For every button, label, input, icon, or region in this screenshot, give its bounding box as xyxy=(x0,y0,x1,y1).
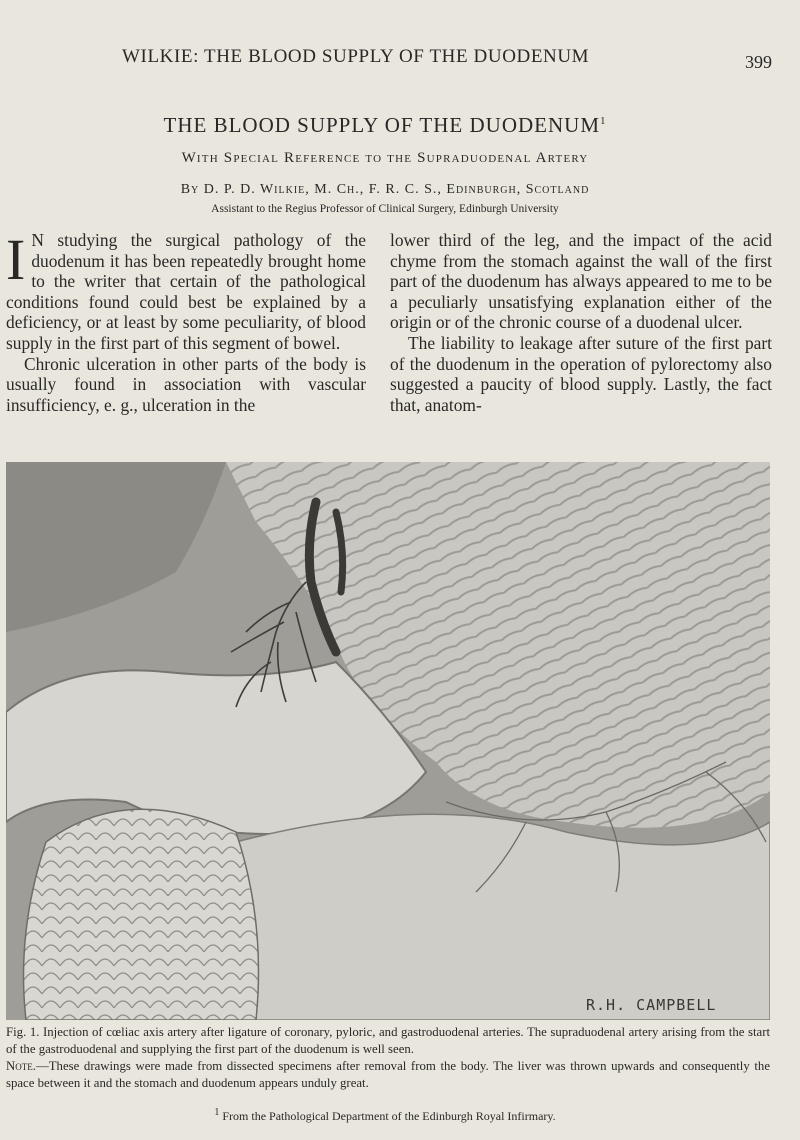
footnote xyxy=(0,1107,770,1124)
caption-text: Injection of cœliac axis artery after ligature of coronary, pyloric, and gastroduodenal arteries. The supraduodenal artery arising from the start of the gastroduodenal and supplying the first part of the duodenum is well seen. xyxy=(6,1025,771,1056)
paragraph-text: N studying the surgical pathology of the duodenum it has been repeatedly brought home to the writer that certain of the pathological conditions found could best be explained by a deficiency, or at least by some peculiarity, of blood supply in the first part of this segment of bowel. xyxy=(6,230,366,353)
page-number: 399 xyxy=(745,52,772,72)
note-text: —These drawings were made from dissected specimens after removal from the body. The liver was thrown upwards and consequently the space between it and the stomach and duodenum appears unduly great. xyxy=(6,1059,770,1090)
footnote-text: From the Pathological Department of the Edinburgh Royal Infirmary. xyxy=(222,1109,556,1123)
note-label: Note. xyxy=(6,1059,36,1073)
title-footnote-mark: 1 xyxy=(600,115,607,127)
running-title: WILKIE: THE BLOOD SUPPLY OF THE DUODENUM xyxy=(122,46,590,67)
author-byline: By D. P. D. Wilkie, M. Ch., F. R. C. S., Edinburgh, Scotland xyxy=(180,182,590,197)
paragraph xyxy=(6,227,366,354)
caption-paragraph xyxy=(6,1024,770,1058)
anatomical-illustration xyxy=(6,462,770,1020)
figure-caption xyxy=(6,1024,770,1092)
article-subtitle: With Special Reference to the Supraduodenal Artery xyxy=(181,150,589,166)
paragraph: The liability to leakage after suture of the first part of the duodenum in the operation of pylorectomy also suggested a paucity of blood supply. Lastly, the fact that, anatom- xyxy=(390,332,772,415)
author-affiliation: Assistant to the Regius Professor of Clinical Surgery, Edinburgh University xyxy=(211,203,559,215)
caption-label: Fig. 1. xyxy=(6,1025,40,1039)
article-title-text: THE BLOOD SUPPLY OF THE DUODENUM xyxy=(163,113,600,137)
paragraph: lower third of the leg, and the impact of the acid chyme from the stomach against the wall of the first part of the duodenum has always appeared to me to be a peculiarly unsatisfying explanation either of the origin or of the chronic course of a duodenal ulcer. xyxy=(390,230,772,333)
drop-cap: I xyxy=(6,227,26,292)
pancreas-shape xyxy=(24,809,259,1020)
paragraph: Chronic ulceration in other parts of the body is usually found in association with vascular insufficiency, e. g., ulceration in the xyxy=(6,353,366,415)
body-column-right xyxy=(390,230,772,415)
body-column-left xyxy=(6,227,366,415)
lower-bowel-shape xyxy=(233,814,770,1020)
footnote-mark: 1 xyxy=(214,1107,220,1118)
running-header xyxy=(0,46,800,72)
article-title xyxy=(0,113,770,138)
artist-signature: R.H. CAMPBELL xyxy=(586,996,717,1014)
note-paragraph xyxy=(6,1058,770,1092)
